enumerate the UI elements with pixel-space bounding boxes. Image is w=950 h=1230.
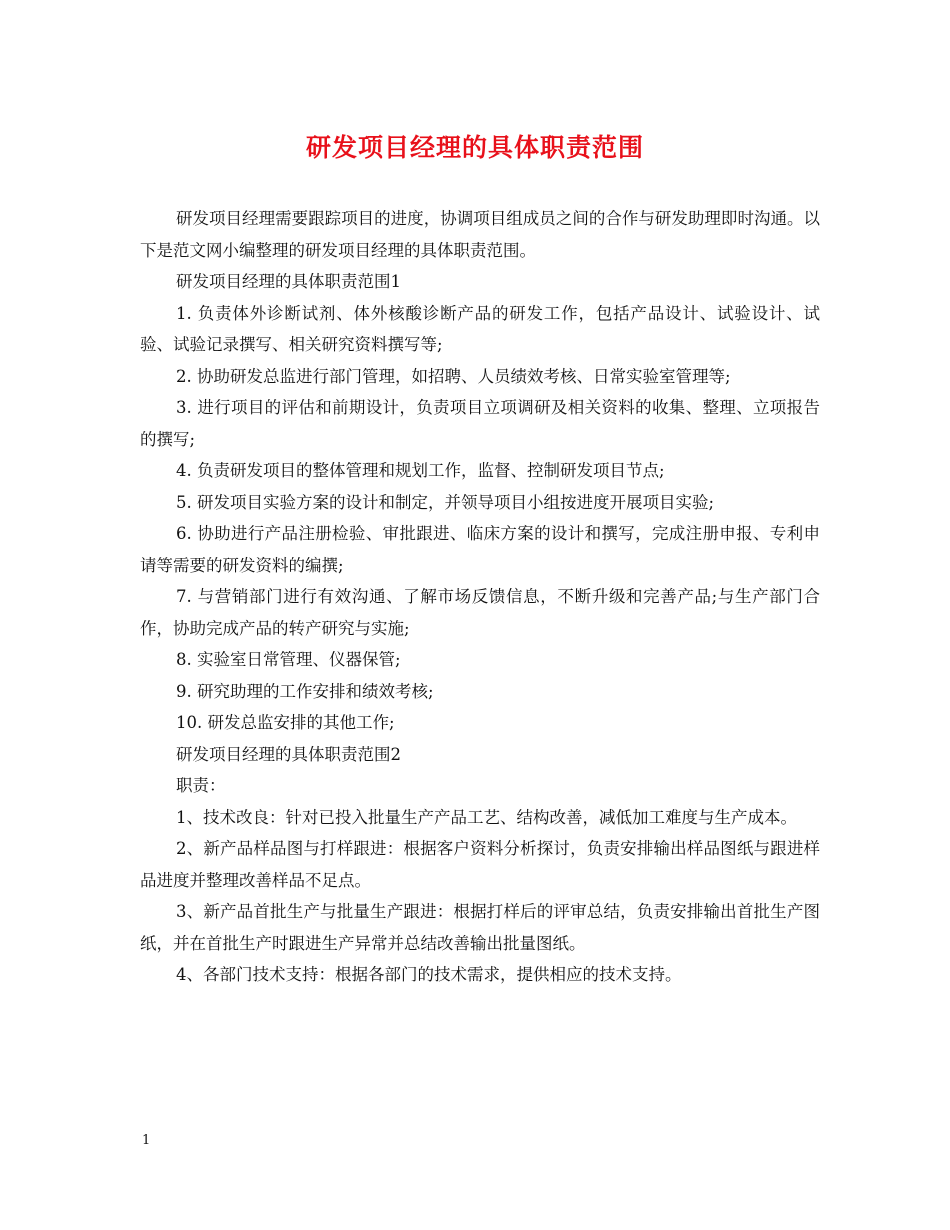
paragraph: 研发项目经理需要跟踪项目的进度，协调项目组成员之间的合作与研发助理即时沟通。以下是范文网小编整理的研发项目经理的具体职责范围。 <box>140 209 820 260</box>
section-heading: 研发项目经理的具体职责范围1 <box>176 272 401 291</box>
page-number: 1 <box>142 1133 151 1148</box>
subheading: 职责： <box>176 776 226 795</box>
document-title: 研发项目经理的具体职责范围 <box>305 133 644 162</box>
list-item: 7. 与营销部门进行有效沟通、了解市场反馈信息，不断升级和完善产品;与生产部门合作，协助完成产品的转产研究与实施; <box>140 587 820 638</box>
list-item: 5. 研发项目实验方案的设计和制定，并领导项目小组按进度开展项目实验; <box>176 492 715 512</box>
list-item: 10. 研发总监安排的其他工作; <box>176 713 395 732</box>
list-item: 2. 协助研发总监进行部门管理，如招聘、人员绩效考核、日常实验室管理等; <box>176 366 731 386</box>
list-item: 1. 负责体外诊断试剂、体外核酸诊断产品的研发工作，包括产品设计、试验设计、试验、试验记录撰写、相关研究资料撰写等; <box>140 303 820 354</box>
list-item: 8. 实验室日常管理、仪器保管; <box>176 650 401 669</box>
list-item: 2、新产品样品图与打样跟进：根据客户资料分析探讨，负责安排输出样品图纸与跟进样品进度并整理改善样品不足点。 <box>140 839 820 890</box>
list-item: 9. 研究助理的工作安排和绩效考核; <box>176 681 434 701</box>
list-item: 4、各部门技术支持：根据各部门的技术需求，提供相应的技术支持。 <box>176 965 682 984</box>
list-item: 3、新产品首批生产与批量生产跟进：根据打样后的评审总结，负责安排输出首批生产图纸，并在首批生产时跟进生产异常并总结改善输出批量图纸。 <box>140 902 820 953</box>
list-item: 1、技术改良：针对已投入批量生产产品工艺、结构改善，减低加工难度与生产成本。 <box>176 807 797 827</box>
list-item: 6. 协助进行产品注册检验、审批跟进、临床方案的设计和撰写，完成注册申报、专利申请等需要的研发资料的编撰; <box>140 524 820 575</box>
list-item: 3. 进行项目的评估和前期设计，负责项目立项调研及相关资料的收集、整理、立项报告的撰写; <box>140 398 820 449</box>
list-item: 4. 负责研发项目的整体管理和规划工作，监督、控制研发项目节点; <box>176 461 665 480</box>
document-body <box>140 203 820 991</box>
section-heading: 研发项目经理的具体职责范围2 <box>176 744 401 764</box>
